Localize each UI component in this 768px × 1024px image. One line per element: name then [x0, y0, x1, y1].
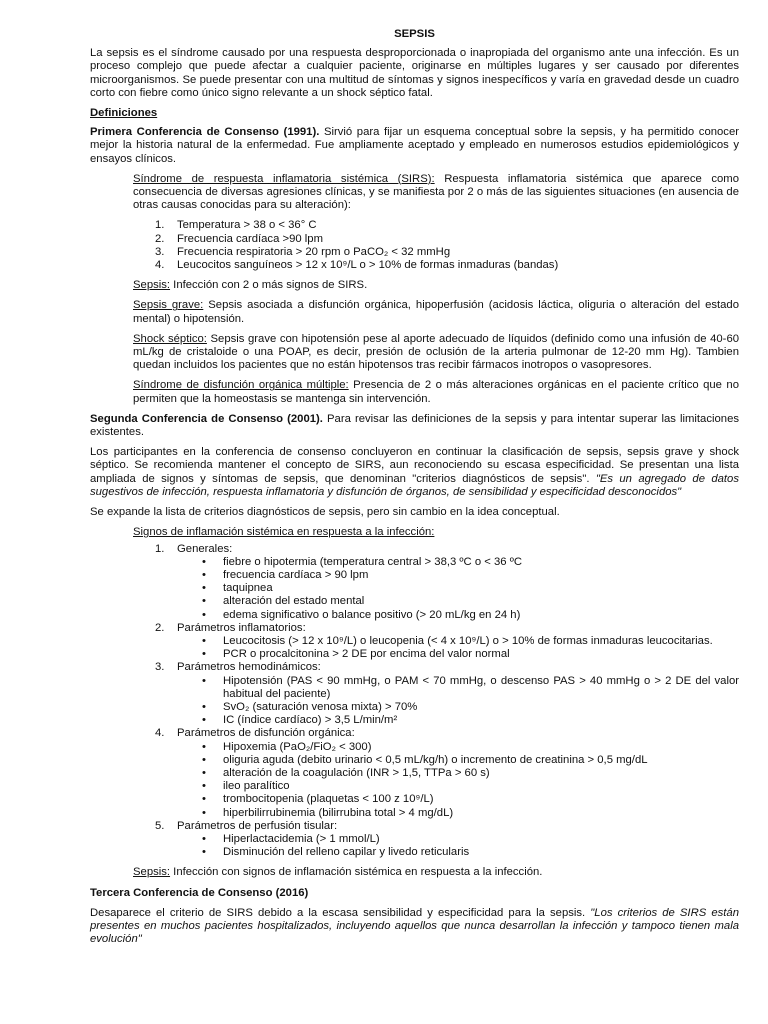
list-item: • Hipotensión (PAS < 90 mmHg, o PAM < 70 mmHg, o descenso PAS > 40 mmHg o > 2 DE del valor habitual del paciente): [90, 675, 739, 701]
group-number: 2.: [155, 621, 165, 634]
conf1-heading: Primera Conferencia de Consenso (1991).: [90, 126, 320, 139]
conf2-heading: Segunda Conferencia de Consenso (2001).: [90, 412, 323, 425]
list-item: • fiebre o hipotermia (temperatura central > 38,3 ºC o < 36 ºC: [90, 556, 739, 569]
shock-septico-definition: [133, 333, 739, 373]
list-item: • SvO₂ (saturación venosa mixta) > 70%: [90, 701, 739, 714]
list-item: [90, 219, 739, 232]
item-text: Temperatura > 38 o < 36° C: [177, 219, 317, 232]
bullet-list: [90, 675, 739, 728]
group-number: 1.: [155, 542, 165, 555]
bullet-list: [90, 741, 739, 820]
conf1-paragraph: [90, 126, 739, 166]
sepsis-grave-term: Sepsis grave:: [133, 299, 204, 312]
list-item: [90, 233, 739, 246]
list-item: • trombocitopenia (plaquetas < 100 z 10⁹/L): [90, 793, 739, 806]
conf2-quote: "Es un agregado de datos sugestivos de infección, respuesta inflamatoria y disfunción de órganos, de sensibilidad y especificidad desconocidos": [90, 472, 739, 498]
criteria-group: [90, 622, 739, 662]
list-item: • ileo paralítico: [90, 780, 739, 793]
group-label-text: Parámetros hemodinámicos:: [177, 661, 321, 674]
list-item: [90, 259, 739, 272]
conf2-paragraph: [90, 413, 739, 439]
group-number: 4.: [155, 727, 165, 740]
criteria-group: [90, 661, 739, 727]
sepsis-grave-text: Sepsis asociada a disfunción orgánica, hipoperfusión (acidosis láctica, oliguria o alteración del estado mental) o hipotensión.: [133, 299, 739, 325]
sirs-term: Síndrome de respuesta inflamatoria sistémica (SIRS):: [133, 172, 435, 185]
bullet-list: [90, 833, 739, 859]
sepsis-text: Infección con 2 o más signos de SIRS.: [170, 279, 368, 292]
signos-heading: [133, 526, 739, 539]
shock-septico-text: Sepsis grave con hipotensión pese al aporte adecuado de líquidos (definido como una infusión de 40-60 mL/kg de cristaloide o una POAP, es decir, presión de oclusión de la arteria pulmonar de 12-20 mm Hg). Tambien quedan incluidos los pacientes que no están hipotensos tras recibir fármacos inotropos o vasopresores.: [133, 332, 740, 372]
group-label: [90, 727, 739, 740]
sdom-text: Presencia de 2 o más alteraciones orgánicas en el paciente crítico que no permiten que la homeostasis se mantenga sin intervención.: [133, 379, 739, 405]
group-label: [90, 820, 739, 833]
bullet-list: [90, 635, 739, 661]
group-label: [90, 661, 739, 674]
list-item: • alteración de la coagulación (INR > 1,5, TTPa > 60 s): [90, 767, 739, 780]
list-item: • frecuencia cardíaca > 90 lpm: [90, 569, 739, 582]
item-number: 4.: [155, 259, 165, 272]
item-text: Leucocitos sanguíneos > 12 x 10⁹/L o > 10% de formas inmaduras (bandas): [177, 259, 559, 272]
list-item: [90, 246, 739, 259]
definiciones-heading: Definiciones: [90, 107, 158, 120]
shock-septico-term: Shock séptico:: [133, 332, 207, 345]
item-text: Frecuencia cardíaca >90 lpm: [177, 232, 323, 245]
conf3-paragraph: [90, 907, 739, 947]
sdom-term: Síndrome de disfunción orgánica múltiple:: [133, 379, 349, 392]
list-item: • taquipnea: [90, 582, 739, 595]
sepsis-2001-definition: [133, 866, 739, 879]
item-number: 2.: [155, 232, 165, 245]
signos-criteria-list: [90, 543, 739, 860]
group-label-text: Parámetros inflamatorios:: [177, 621, 306, 634]
group-number: 5.: [155, 819, 165, 832]
group-label-text: Parámetros de disfunción orgánica:: [177, 727, 355, 740]
sepsis-grave-definition: [133, 299, 739, 325]
sirs-definition: [133, 173, 739, 213]
intro-paragraph: La sepsis es el síndrome causado por una respuesta desproporcionada o inapropiada del organismo ante una infección. Es un proceso complejo que puede afectar a cualquier paciente, originarse en múltiples lugares y ser causado por diferentes microorganismos. Se puede presentar con una multitud de síntomas y signos inespecíficos y varía en gravedad desde un cuadro corto con fiebre como único signo relevante a un shock séptico fatal.: [90, 47, 739, 99]
list-item: • alteración del estado mental: [90, 595, 739, 608]
conf2-paragraph-3: Se expande la lista de criterios diagnósticos de sepsis, pero sin cambio en la idea conceptual.: [90, 506, 560, 519]
conf2-paragraph-2: [90, 446, 739, 499]
item-number: 1.: [155, 219, 165, 232]
sdom-definition: [133, 379, 739, 405]
sepsis-term: Sepsis:: [133, 279, 171, 292]
item-number: 3.: [155, 245, 165, 258]
list-item: • Disminución del relleno capilar y livedo reticularis: [90, 846, 739, 859]
list-item: • Hiperlactacidemia (> 1 mmol/L): [90, 833, 739, 846]
sirs-criteria-list: [90, 219, 739, 272]
list-item: • oliguria aguda (debito urinario < 0,5 mL/kg/h) o incremento de creatinina > 0,5 mg/dL: [90, 754, 739, 767]
sepsis-2001-term: Sepsis:: [133, 866, 171, 879]
bullet-list: [90, 556, 739, 622]
list-item: • Hipoxemia (PaO₂/FiO₂ < 300): [90, 741, 739, 754]
conf2-text: Para revisar las definiciones de la sepsis y para intentar superar las limitaciones existentes.: [90, 412, 739, 439]
group-label: [90, 543, 739, 556]
sepsis-2001-text: Infección con signos de inflamación sistémica en respuesta a la infección.: [170, 866, 543, 879]
list-item: • Leucocitosis (> 12 x 10⁹/L) o leucopenia (< 4 x 10⁹/L) o > 10% de formas inmaduras leucocitarias.: [90, 635, 739, 648]
list-item: • hiperbilirrubinemia (bilirrubina total > 4 mg/dL): [90, 807, 739, 820]
criteria-group: [90, 727, 739, 819]
conf3-text: Desaparece el criterio de SIRS debido a la escasa sensibilidad y especificidad para la sepsis.: [90, 906, 591, 919]
group-label-text: Parámetros de perfusión tisular:: [177, 819, 338, 832]
conf2-para2-text: Los participantes en la conferencia de consenso concluyeron en continuar la clasificación de sepsis, sepsis grave y shock séptico. Se recomienda mantener el concepto de SIRS, aun reconociendo su escasa especificidad. Se presentan una lista ampliada de signos y síntomas de sepsis, que denominan "criterios diagnósticos de sepsis".: [90, 446, 739, 485]
group-label-text: Generales:: [177, 542, 233, 555]
signos-heading-text: Signos de inflamación sistémica en respuesta a la infección:: [133, 526, 435, 539]
group-number: 3.: [155, 661, 165, 674]
document-title: SEPSIS: [394, 28, 435, 40]
sirs-text: Respuesta inflamatoria sistémica que aparece como consecuencia de diversas agresiones clínicas, y se manifiesta por 2 o más de las siguientes situaciones (en ausencia de otras causas conocidas para su alteración):: [133, 172, 739, 212]
criteria-group: [90, 543, 739, 622]
group-label: [90, 622, 739, 635]
criteria-group: [90, 820, 739, 860]
conf1-text: Sirvió para fijar un esquema conceptual sobre la sepsis, y ha permitido conocer mejor la historia natural de la enfermedad. Fue ampliamente aceptado y empleado en numerosos estudios epidemiológicos y ensayos clínicos.: [90, 126, 739, 165]
item-text: Frecuencia respiratoria > 20 rpm o PaCO₂ < 32 mmHg: [177, 245, 451, 258]
sepsis-definition: [133, 279, 739, 292]
conf3-heading: Tercera Conferencia de Consenso (2016): [90, 886, 309, 899]
conf3-quote: "Los criterios de SIRS están presentes en muchos pacientes hospitalizados, incluyendo aquellos que nunca desarrollan la infección y tampoco tienen mala evolución": [90, 906, 739, 946]
list-item: • edema significativo o balance positivo (> 20 mL/kg en 24 h): [90, 609, 739, 622]
list-item: • PCR o procalcitonina > 2 DE por encima del valor normal: [90, 648, 739, 661]
list-item: • IC (índice cardíaco) > 3,5 L/min/m²: [90, 714, 739, 727]
